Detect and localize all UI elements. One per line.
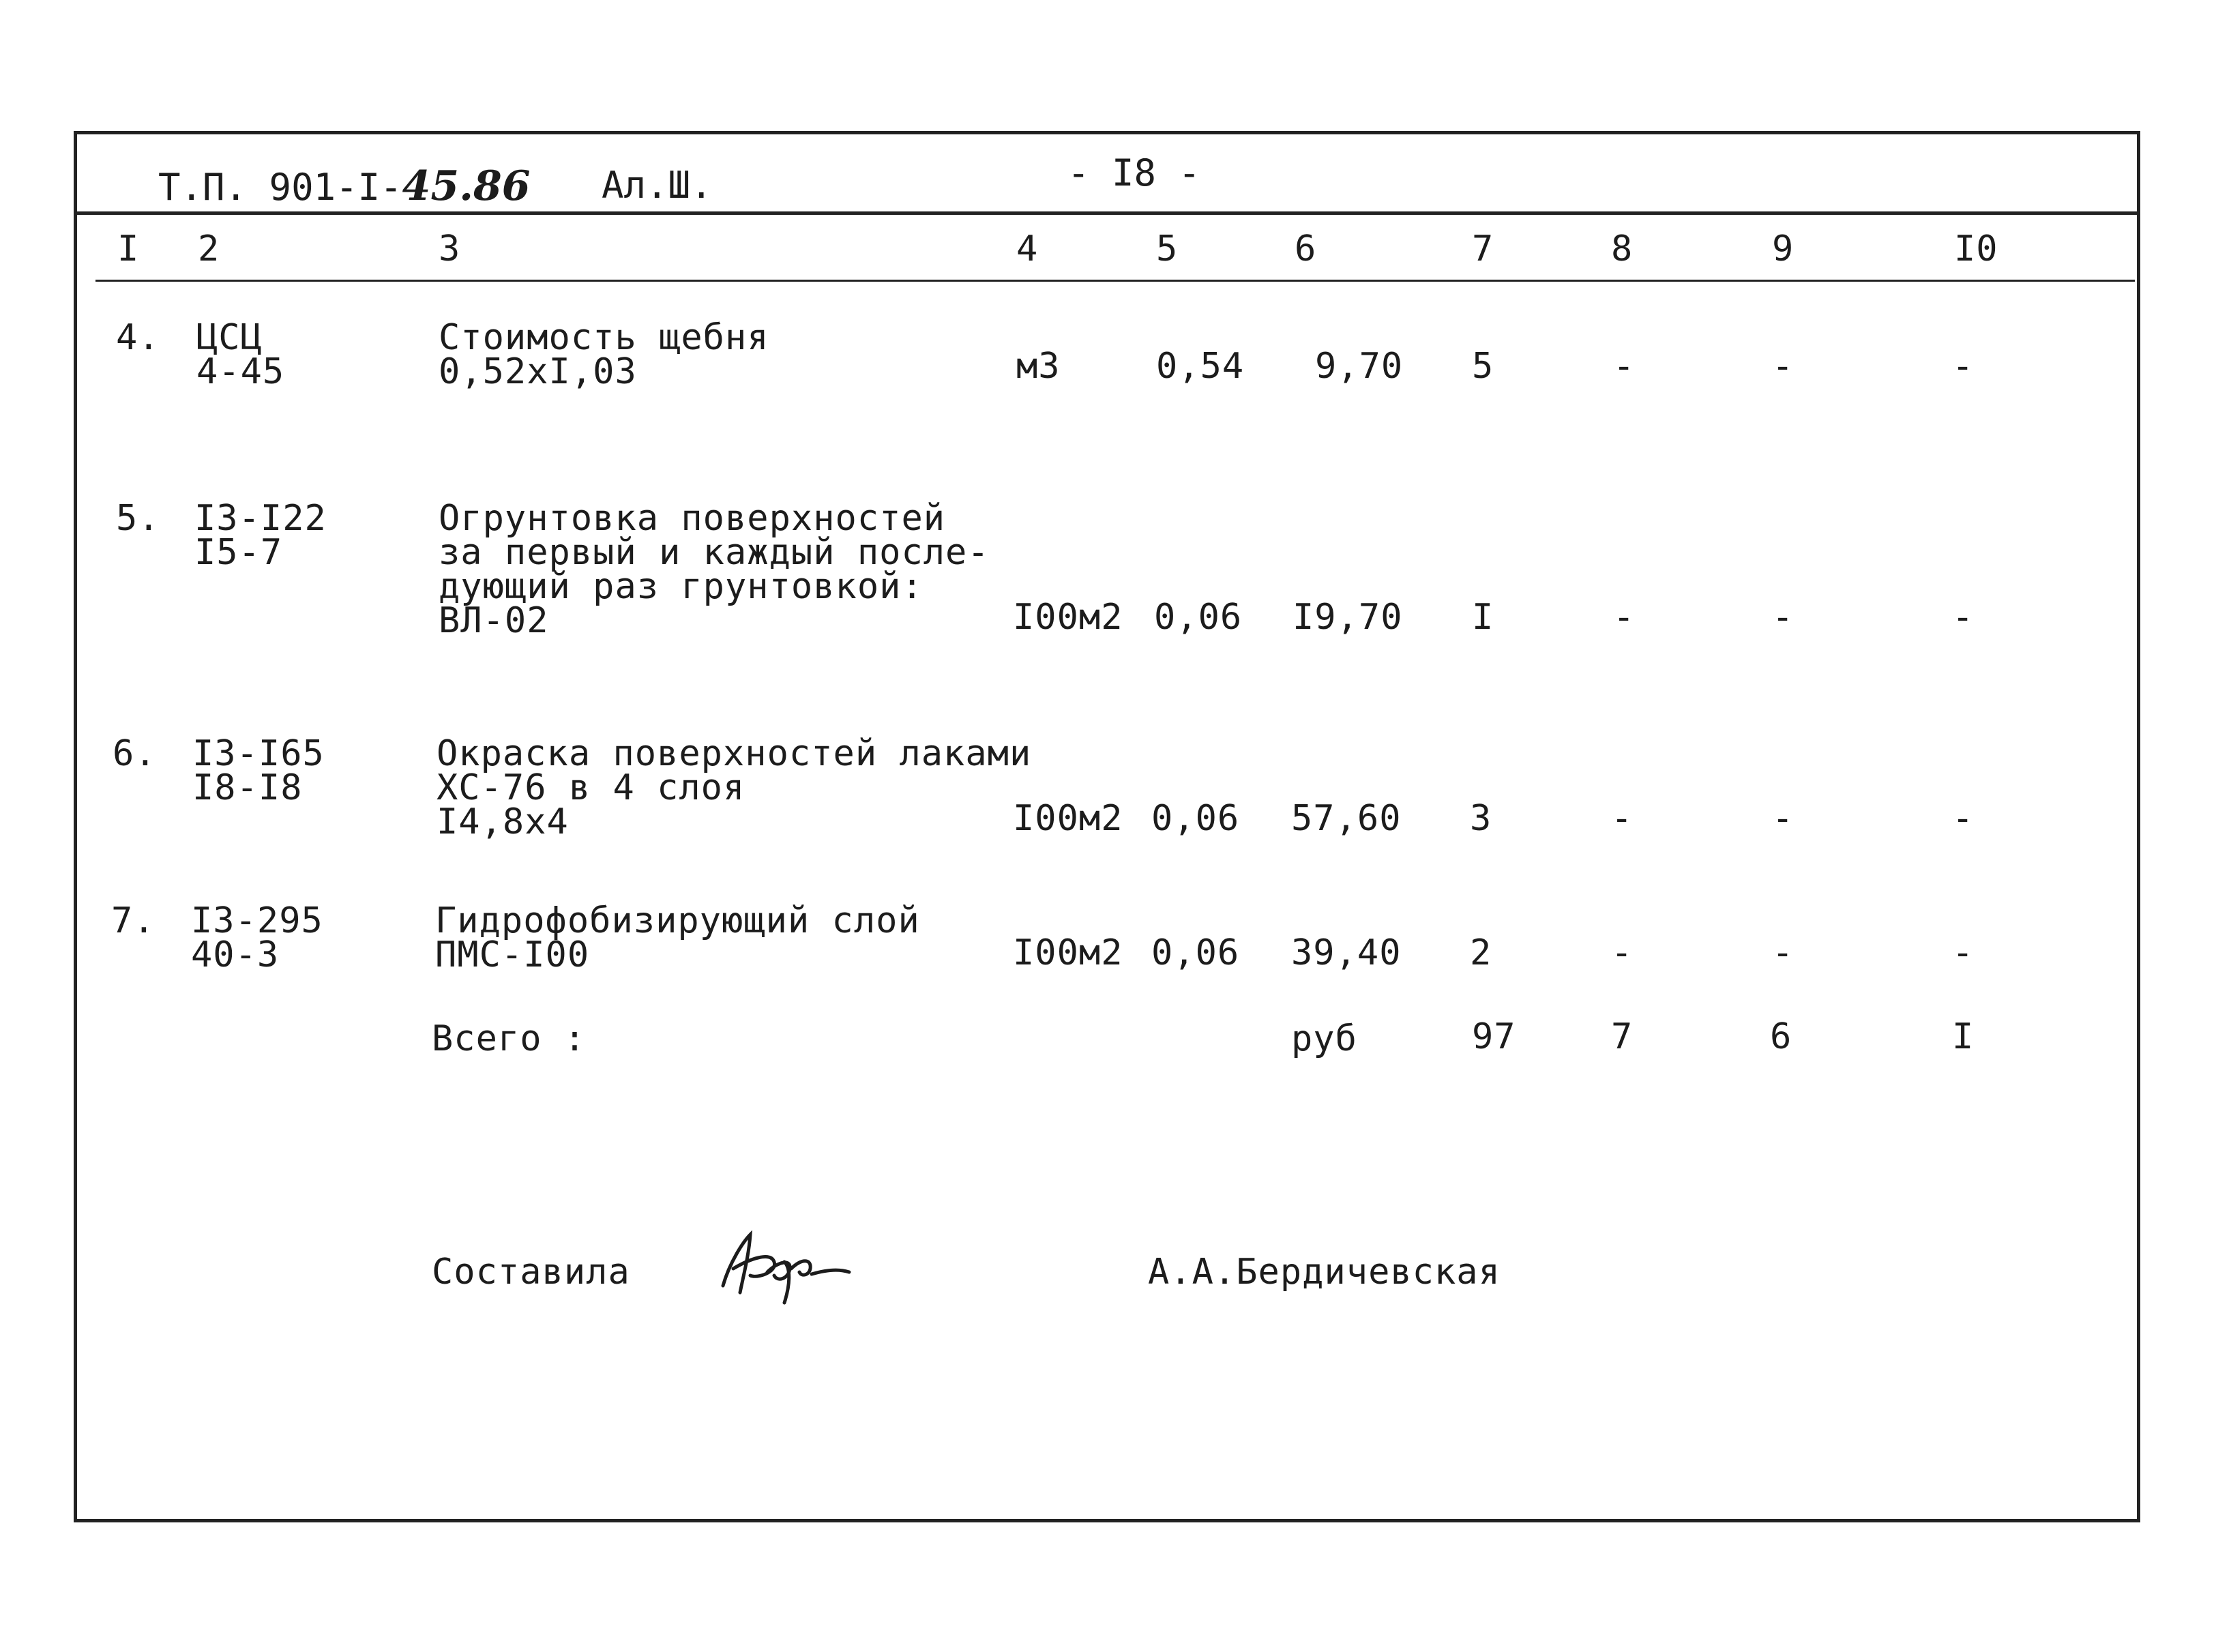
row-quantity: 0,06 [1151, 932, 1240, 973]
row-col7: I [1472, 597, 1494, 638]
doc-header [158, 162, 531, 210]
total-col10: I [1952, 1016, 1975, 1057]
row-col8: - [1611, 932, 1634, 973]
col-header: 6 [1295, 228, 1317, 269]
row-code: I3-I22 I5-7 [194, 498, 327, 573]
total-unit: руб [1291, 1018, 1357, 1059]
row-col9: - [1772, 346, 1794, 387]
page-number: - I8 - [1067, 151, 1201, 194]
col-header: 3 [439, 228, 461, 269]
doc-prefix: Т.П. 901-I- [158, 166, 402, 209]
row-price: 39,40 [1291, 932, 1402, 973]
total-col8: 7 [1611, 1016, 1634, 1057]
row-number: 4. [116, 317, 160, 358]
row-description: Стоимость щебня 0,52хI,03 [439, 317, 769, 392]
row-col9: - [1772, 932, 1794, 973]
doc-number-handwritten: 45.86 [402, 162, 531, 210]
row-col9: - [1772, 798, 1794, 839]
row-description: Окраска поверхностей лаками ХС-76 в 4 слоя I4,8х4 [437, 733, 1032, 842]
row-col10: - [1952, 798, 1975, 839]
col-header: 9 [1772, 228, 1794, 269]
row-col7: 2 [1470, 932, 1492, 973]
row-price: 9,70 [1315, 346, 1404, 387]
row-col7: 3 [1470, 798, 1492, 839]
row-quantity: 0,54 [1156, 346, 1245, 387]
row-unit: I00м2 [1013, 932, 1123, 973]
row-col9: - [1772, 597, 1794, 638]
row-price: I9,70 [1292, 597, 1403, 638]
col-header: 5 [1156, 228, 1179, 269]
row-col10: - [1952, 932, 1975, 973]
col-header: 7 [1472, 228, 1494, 269]
row-unit: I00м2 [1013, 798, 1123, 839]
row-quantity: 0,06 [1154, 597, 1243, 638]
handwritten-signature [709, 1221, 866, 1310]
compiled-by-label: Составила [432, 1252, 630, 1293]
row-number: 5. [116, 498, 160, 539]
row-description: Огрунтовка поверхностей за первый и каждый после- дующий раз грунтовкой: ВЛ-02 [439, 498, 990, 641]
row-code: I3-I65 I8-I8 [192, 733, 325, 808]
album-label: Ал.Ш. [602, 164, 713, 207]
row-code: I3-295 40-3 [191, 900, 323, 975]
row-col10: - [1952, 597, 1975, 638]
row-number: 6. [113, 733, 157, 774]
row-col10: - [1952, 346, 1975, 387]
col-header: 2 [198, 228, 220, 269]
row-col8: - [1611, 798, 1634, 839]
row-description: Гидрофобизирующий слой ПМС-I00 [435, 900, 920, 975]
col-header: 8 [1611, 228, 1634, 269]
row-unit: м3 [1016, 346, 1061, 387]
row-code: ЦСЦ 4-45 [196, 317, 285, 392]
column-header-divider [95, 280, 2135, 282]
total-col9: 6 [1770, 1016, 1792, 1057]
row-col8: - [1613, 597, 1636, 638]
col-header: 4 [1016, 228, 1039, 269]
col-header: I [117, 228, 140, 269]
row-price: 57,60 [1291, 798, 1402, 839]
total-label: Всего : [432, 1018, 587, 1059]
row-quantity: 0,06 [1151, 798, 1240, 839]
total-col7: 97 [1472, 1016, 1516, 1057]
row-col7: 5 [1472, 346, 1494, 387]
compiler-name: А.А.Бердичевская [1148, 1252, 1501, 1293]
row-number: 7. [111, 900, 156, 941]
col-header: I0 [1954, 228, 1998, 269]
header-divider [74, 211, 2140, 215]
row-unit: I00м2 [1013, 597, 1123, 638]
row-col8: - [1613, 346, 1636, 387]
